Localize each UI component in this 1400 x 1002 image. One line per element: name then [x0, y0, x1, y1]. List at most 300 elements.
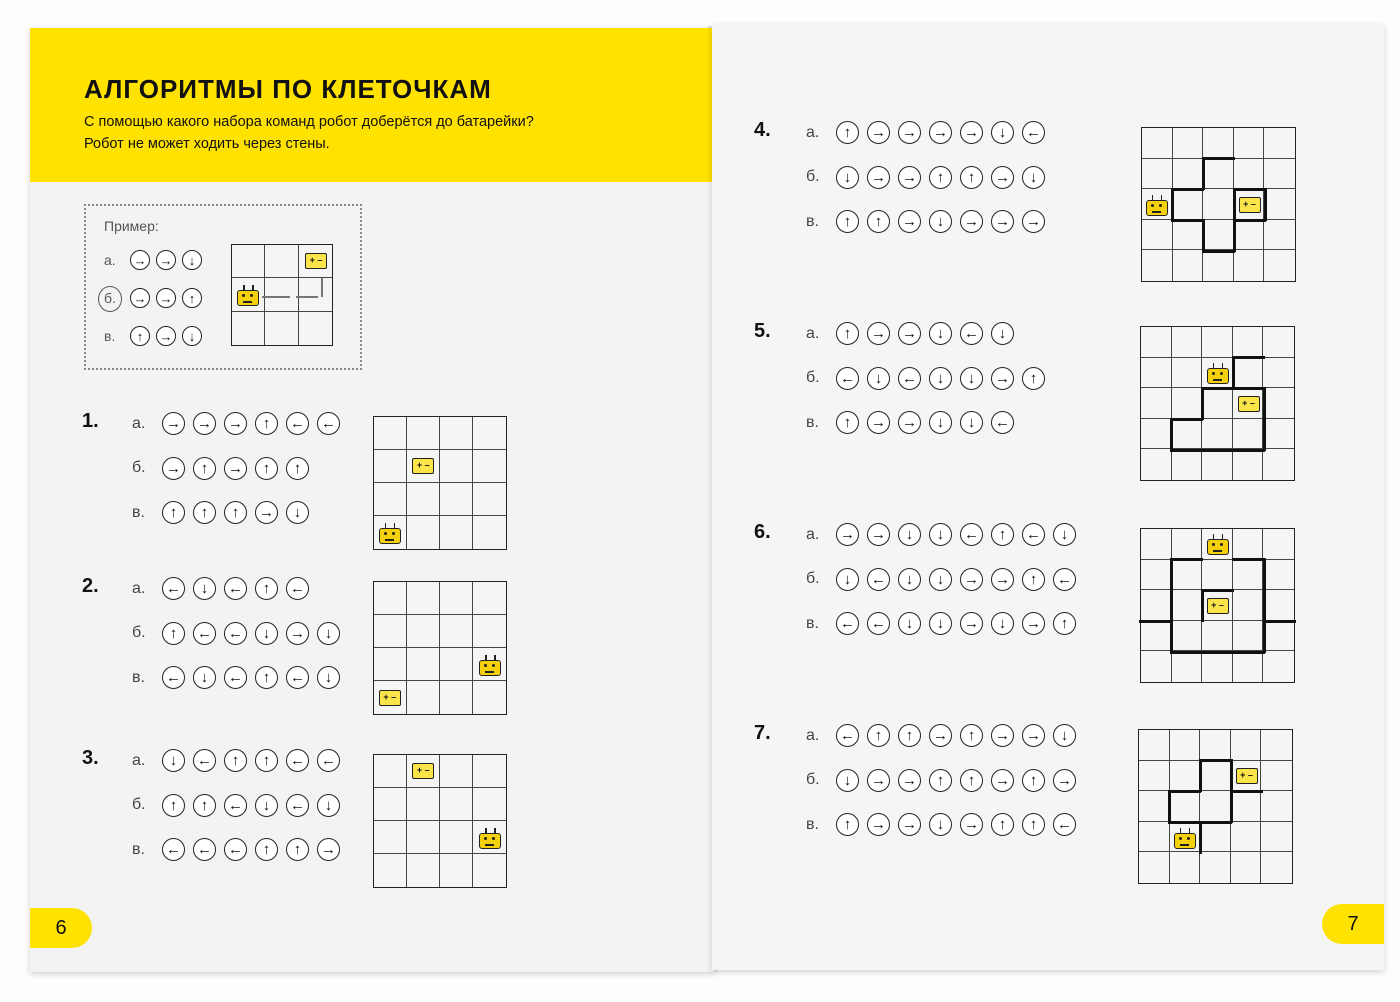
arrow-command-icon: ← [836, 724, 859, 747]
arrow-command-icon: → [898, 769, 921, 792]
wall-segment [1171, 188, 1174, 221]
arrow-command-icon: → [224, 412, 247, 435]
grid-cell [1234, 159, 1265, 190]
arrow-command-icon: ↑ [1022, 769, 1045, 792]
arrow-command-icon: ↓ [182, 326, 202, 346]
grid-cell [374, 483, 407, 516]
wall-segment [1171, 219, 1204, 222]
arrow-command-icon: → [867, 523, 890, 546]
arrow-command-icon: ↑ [1053, 612, 1076, 635]
grid-cell [232, 312, 265, 345]
arrow-command-icon: ↓ [991, 121, 1014, 144]
robot-icon [479, 660, 501, 676]
arrow-command-icon: ↓ [193, 666, 216, 689]
maze-grid [373, 754, 507, 888]
grid-cell [440, 516, 473, 549]
option-label: б. [132, 796, 146, 813]
option-row[interactable] [806, 523, 1084, 546]
grid-cell [1141, 327, 1172, 358]
battery-icon: + – [412, 763, 434, 779]
path-arrow [296, 296, 318, 298]
grid-cell [407, 615, 440, 648]
wall-segment [1139, 620, 1172, 623]
wall-segment [1170, 558, 1203, 561]
arrow-command-icon: → [929, 724, 952, 747]
wall-segment [1201, 387, 1234, 390]
left-page [30, 28, 714, 972]
grid-cell [1234, 128, 1265, 159]
option-label: в. [806, 212, 819, 230]
arrow-command-icon: → [224, 457, 247, 480]
arrow-command-icon: ← [836, 612, 859, 635]
arrow-command-icon: ↓ [929, 322, 952, 345]
grid-cell [473, 788, 506, 821]
grid-cell [1233, 327, 1264, 358]
grid-cell [1172, 419, 1203, 450]
option-label: в. [132, 840, 145, 858]
robot-antenna [1222, 534, 1224, 540]
maze-grid [1138, 729, 1293, 884]
arrow-command-icon: ↑ [162, 501, 185, 524]
option-label: б. [806, 771, 820, 788]
arrow-command-icon: → [193, 412, 216, 435]
arrow-command-icon: ↓ [286, 501, 309, 524]
grid-cell [407, 854, 440, 887]
arrow-command-icon: ↑ [991, 813, 1014, 836]
grid-cell [473, 615, 506, 648]
robot-antenna [1180, 828, 1182, 834]
grid-cell [1172, 449, 1203, 480]
robot-antenna [1222, 363, 1224, 369]
arrow-command-icon: ← [286, 412, 309, 435]
arrow-command-icon: ↓ [929, 367, 952, 390]
arrow-command-icon: ← [224, 577, 247, 600]
arrow-command-icon: ← [286, 749, 309, 772]
grid-cell [1203, 250, 1234, 281]
grid-cell [440, 417, 473, 450]
grid-cell [1172, 327, 1203, 358]
grid-cell [473, 755, 506, 788]
grid-cell [1139, 852, 1170, 883]
option-label: б. [104, 290, 116, 306]
arrow-command-icon: ↑ [286, 838, 309, 861]
arrow-command-icon: → [255, 501, 278, 524]
arrow-command-icon: ↑ [836, 121, 859, 144]
arrow-command-icon: → [1022, 724, 1045, 747]
arrow-command-icon: ↓ [255, 622, 278, 645]
grid-cell [1139, 791, 1170, 822]
arrow-command-icon: ↑ [867, 724, 890, 747]
option-row[interactable] [806, 612, 1084, 635]
arrow-command-icon: ← [162, 577, 185, 600]
arrow-command-icon: ↓ [317, 794, 340, 817]
arrow-command-icon: → [156, 326, 176, 346]
arrow-command-icon: ↓ [960, 411, 983, 434]
grid-cell [1203, 159, 1234, 190]
grid-cell [1233, 419, 1264, 450]
option-row[interactable] [806, 411, 1022, 434]
arrow-command-icon: ↑ [255, 412, 278, 435]
option-row[interactable] [132, 794, 348, 817]
arrow-command-icon: → [867, 813, 890, 836]
arrow-command-icon: ← [193, 622, 216, 645]
arrow-command-icon: ← [960, 322, 983, 345]
grid-cell [1200, 822, 1231, 853]
grid-cell [1170, 791, 1201, 822]
grid-cell [473, 417, 506, 450]
option-row[interactable] [132, 622, 348, 645]
grid-cell [1141, 590, 1172, 621]
robot-icon [1207, 539, 1229, 555]
arrow-command-icon: ← [960, 523, 983, 546]
arrow-command-icon: ↑ [1022, 813, 1045, 836]
option-row[interactable] [132, 501, 317, 524]
question-number: 4. [754, 119, 771, 141]
grid-cell [1172, 560, 1203, 591]
wall-segment [1263, 620, 1296, 623]
grid-cell [1261, 852, 1292, 883]
option-row[interactable] [806, 166, 1053, 189]
wall-segment [1264, 188, 1267, 221]
battery-icon: + – [1207, 598, 1229, 614]
grid-cell [440, 854, 473, 887]
arrow-command-icon: ↓ [162, 749, 185, 772]
option-row[interactable] [104, 250, 208, 270]
grid-cell [1231, 852, 1262, 883]
grid-cell [1200, 791, 1231, 822]
arrow-command-icon: ↑ [929, 769, 952, 792]
arrow-command-icon: → [929, 121, 952, 144]
arrow-command-icon: ↑ [162, 794, 185, 817]
grid-cell [473, 681, 506, 714]
grid-cell [1233, 590, 1264, 621]
grid-cell [1200, 730, 1231, 761]
grid-cell [1170, 730, 1201, 761]
grid-cell [440, 483, 473, 516]
arrow-command-icon: ↑ [836, 322, 859, 345]
grid-cell [1263, 560, 1294, 591]
arrow-command-icon: ↑ [960, 769, 983, 792]
wall-segment [1201, 589, 1234, 592]
grid-cell [1202, 449, 1233, 480]
grid-cell [1170, 761, 1201, 792]
arrow-command-icon: → [867, 166, 890, 189]
grid-cell [1264, 128, 1295, 159]
grid-cell [1173, 159, 1204, 190]
grid-cell [1203, 189, 1234, 220]
page-number-left: 6 [30, 908, 92, 948]
grid-cell [1261, 730, 1292, 761]
arrow-command-icon: ↑ [991, 523, 1014, 546]
arrow-command-icon: ← [317, 412, 340, 435]
grid-cell [1231, 791, 1262, 822]
arrow-command-icon: ↑ [224, 501, 247, 524]
grid-cell [1139, 822, 1170, 853]
option-row[interactable] [806, 769, 1084, 792]
arrow-command-icon: ↓ [960, 367, 983, 390]
grid-cell [1141, 449, 1172, 480]
wall-segment [1202, 250, 1235, 253]
option-label: а. [806, 324, 820, 342]
grid-cell [374, 615, 407, 648]
arrow-command-icon: ↓ [182, 250, 202, 270]
robot-antenna [485, 655, 487, 661]
arrow-command-icon: ↑ [255, 838, 278, 861]
option-label: б. [132, 624, 146, 641]
arrow-command-icon: ← [317, 749, 340, 772]
option-label: б. [806, 369, 820, 386]
robot-antenna [243, 285, 245, 291]
path-arrow [321, 278, 323, 297]
arrow-command-icon: ↓ [836, 769, 859, 792]
arrow-command-icon: ↓ [898, 523, 921, 546]
option-label: в. [806, 413, 819, 431]
grid-cell [1263, 327, 1294, 358]
battery-icon: + – [1236, 768, 1258, 784]
wall-segment [1199, 821, 1202, 854]
grid-cell [1231, 822, 1262, 853]
battery-icon: + – [305, 253, 327, 269]
arrow-command-icon: → [286, 622, 309, 645]
grid-cell [1141, 388, 1172, 419]
question-number: 6. [754, 521, 771, 543]
grid-cell [407, 417, 440, 450]
grid-cell [1172, 651, 1203, 682]
grid-cell [1231, 730, 1262, 761]
arrow-command-icon: ↓ [991, 612, 1014, 635]
grid-cell [473, 450, 506, 483]
arrow-command-icon: ← [162, 838, 185, 861]
grid-cell [1170, 852, 1201, 883]
question-number: 5. [754, 320, 771, 342]
arrow-command-icon: ↓ [836, 568, 859, 591]
arrow-command-icon: ↑ [130, 326, 150, 346]
grid-cell [1234, 220, 1265, 251]
grid-cell [1141, 651, 1172, 682]
wall-segment [1171, 188, 1204, 191]
arrow-command-icon: ↓ [317, 622, 340, 645]
grid-cell [1263, 621, 1294, 652]
arrow-command-icon: → [1022, 210, 1045, 233]
option-label: в. [104, 328, 116, 344]
grid-cell [473, 516, 506, 549]
wall-segment [1232, 356, 1265, 359]
option-row[interactable] [806, 568, 1084, 591]
grid-cell [1202, 651, 1233, 682]
arrow-command-icon: ↓ [1053, 724, 1076, 747]
arrow-command-icon: ↑ [960, 166, 983, 189]
right-page [712, 24, 1384, 970]
grid-cell [1172, 358, 1203, 389]
grid-cell [1202, 388, 1233, 419]
grid-cell [1200, 852, 1231, 883]
option-row[interactable] [104, 326, 208, 346]
wall-segment [1168, 790, 1171, 823]
arrow-command-icon: → [991, 166, 1014, 189]
wall-segment [1233, 219, 1266, 222]
grid-cell [1261, 822, 1292, 853]
option-row[interactable] [132, 666, 348, 689]
wall-segment [1170, 620, 1173, 653]
grid-cell [374, 821, 407, 854]
question-number: 3. [82, 747, 99, 769]
option-row[interactable] [132, 457, 317, 480]
wall-segment [1263, 620, 1266, 653]
option-label: а. [132, 414, 146, 432]
robot-icon [1207, 368, 1229, 384]
grid-cell [374, 755, 407, 788]
wall-segment [1170, 418, 1203, 421]
arrow-command-icon: ↓ [836, 166, 859, 189]
grid-cell [1141, 560, 1172, 591]
arrow-command-icon: → [991, 210, 1014, 233]
option-row[interactable] [806, 367, 1053, 390]
arrow-command-icon: ← [898, 367, 921, 390]
grid-cell [1261, 791, 1292, 822]
wall-segment [1202, 157, 1205, 190]
option-row[interactable] [132, 577, 317, 600]
arrow-command-icon: ← [224, 838, 247, 861]
grid-cell [1263, 449, 1294, 480]
arrow-command-icon: ↑ [182, 288, 202, 308]
robot-antenna [1161, 195, 1163, 201]
grid-cell [1172, 621, 1203, 652]
grid-cell [1202, 327, 1233, 358]
grid-cell [265, 245, 298, 278]
option-row[interactable] [132, 412, 348, 435]
grid-cell [440, 681, 473, 714]
option-label: в. [806, 815, 819, 833]
arrow-command-icon: ↓ [929, 411, 952, 434]
option-label: а. [132, 751, 146, 769]
option-row[interactable] [806, 121, 1053, 144]
robot-icon [479, 833, 501, 849]
subtitle-line-1: С помощью какого набора команд робот доберётся до батарейки? [84, 114, 534, 130]
grid-cell [1264, 159, 1295, 190]
option-row[interactable] [806, 210, 1053, 233]
grid-cell [1141, 529, 1172, 560]
grid-cell [407, 582, 440, 615]
grid-cell [374, 854, 407, 887]
grid-cell [473, 582, 506, 615]
option-label: а. [104, 252, 116, 268]
option-label: а. [132, 579, 146, 597]
arrow-command-icon: → [162, 457, 185, 480]
grid-cell [407, 821, 440, 854]
arrow-command-icon: → [162, 412, 185, 435]
grid-cell [1233, 560, 1264, 591]
arrow-command-icon: ← [867, 568, 890, 591]
grid-cell [1263, 651, 1294, 682]
question-number: 1. [82, 410, 99, 432]
grid-cell [1142, 159, 1173, 190]
question-number: 7. [754, 722, 771, 744]
page-title: АЛГОРИТМЫ ПО КЛЕТОЧКАМ [84, 74, 492, 104]
arrow-command-icon: → [991, 724, 1014, 747]
arrow-command-icon: ↑ [193, 501, 216, 524]
grid-cell [440, 648, 473, 681]
wall-segment [1199, 759, 1232, 762]
grid-cell [407, 516, 440, 549]
option-row[interactable] [132, 838, 348, 861]
grid-cell [1264, 250, 1295, 281]
option-row[interactable] [132, 749, 348, 772]
arrow-command-icon: → [836, 523, 859, 546]
grid-cell [1142, 128, 1173, 159]
grid-cell [374, 450, 407, 483]
arrow-command-icon: → [991, 568, 1014, 591]
option-row[interactable] [806, 322, 1022, 345]
robot-antenna [252, 285, 254, 291]
arrow-command-icon: → [960, 813, 983, 836]
grid-cell [440, 615, 473, 648]
arrow-command-icon: ↓ [929, 210, 952, 233]
arrow-command-icon: → [898, 813, 921, 836]
grid-cell [232, 245, 265, 278]
robot-antenna [394, 523, 396, 529]
grid-cell [1202, 621, 1233, 652]
option-label: а. [806, 123, 820, 141]
maze-grid [1140, 326, 1295, 481]
arrow-command-icon: → [898, 121, 921, 144]
option-label: в. [806, 614, 819, 632]
arrow-command-icon: ← [286, 794, 309, 817]
arrow-command-icon: ↑ [255, 749, 278, 772]
arrow-command-icon: ↑ [255, 457, 278, 480]
grid-cell [473, 483, 506, 516]
arrow-command-icon: ← [193, 749, 216, 772]
grid-cell [1261, 761, 1292, 792]
grid-cell [1234, 250, 1265, 281]
arrow-command-icon: → [867, 769, 890, 792]
grid-cell [1202, 419, 1233, 450]
wall-segment [1168, 821, 1201, 824]
grid-cell [407, 483, 440, 516]
wall-segment [1170, 449, 1265, 452]
option-row[interactable] [806, 813, 1084, 836]
arrow-command-icon: → [317, 838, 340, 861]
arrow-command-icon: ← [867, 612, 890, 635]
option-row[interactable] [806, 724, 1084, 747]
wall-segment [1263, 387, 1266, 451]
arrow-command-icon: → [960, 210, 983, 233]
grid-cell [1173, 189, 1204, 220]
grid-cell [1263, 358, 1294, 389]
grid-cell [440, 450, 473, 483]
arrow-command-icon: ← [286, 666, 309, 689]
arrow-command-icon: → [867, 121, 890, 144]
path-arrow [262, 296, 290, 298]
subtitle-line-2: Робот не может ходить через стены. [84, 136, 330, 152]
grid-cell [1233, 529, 1264, 560]
option-label: в. [132, 668, 145, 686]
example-label: Пример: [104, 218, 159, 234]
grid-cell [440, 582, 473, 615]
grid-cell [1141, 621, 1172, 652]
arrow-command-icon: ↓ [1053, 523, 1076, 546]
grid-cell [407, 681, 440, 714]
arrow-command-icon: ↓ [929, 523, 952, 546]
robot-antenna [1152, 195, 1154, 201]
arrow-command-icon: → [130, 288, 150, 308]
robot-antenna [494, 828, 496, 834]
arrow-command-icon: ← [193, 838, 216, 861]
grid-cell [374, 788, 407, 821]
arrow-command-icon: → [1022, 612, 1045, 635]
grid-cell [407, 648, 440, 681]
grid-cell [1141, 419, 1172, 450]
arrow-command-icon: ↑ [255, 666, 278, 689]
